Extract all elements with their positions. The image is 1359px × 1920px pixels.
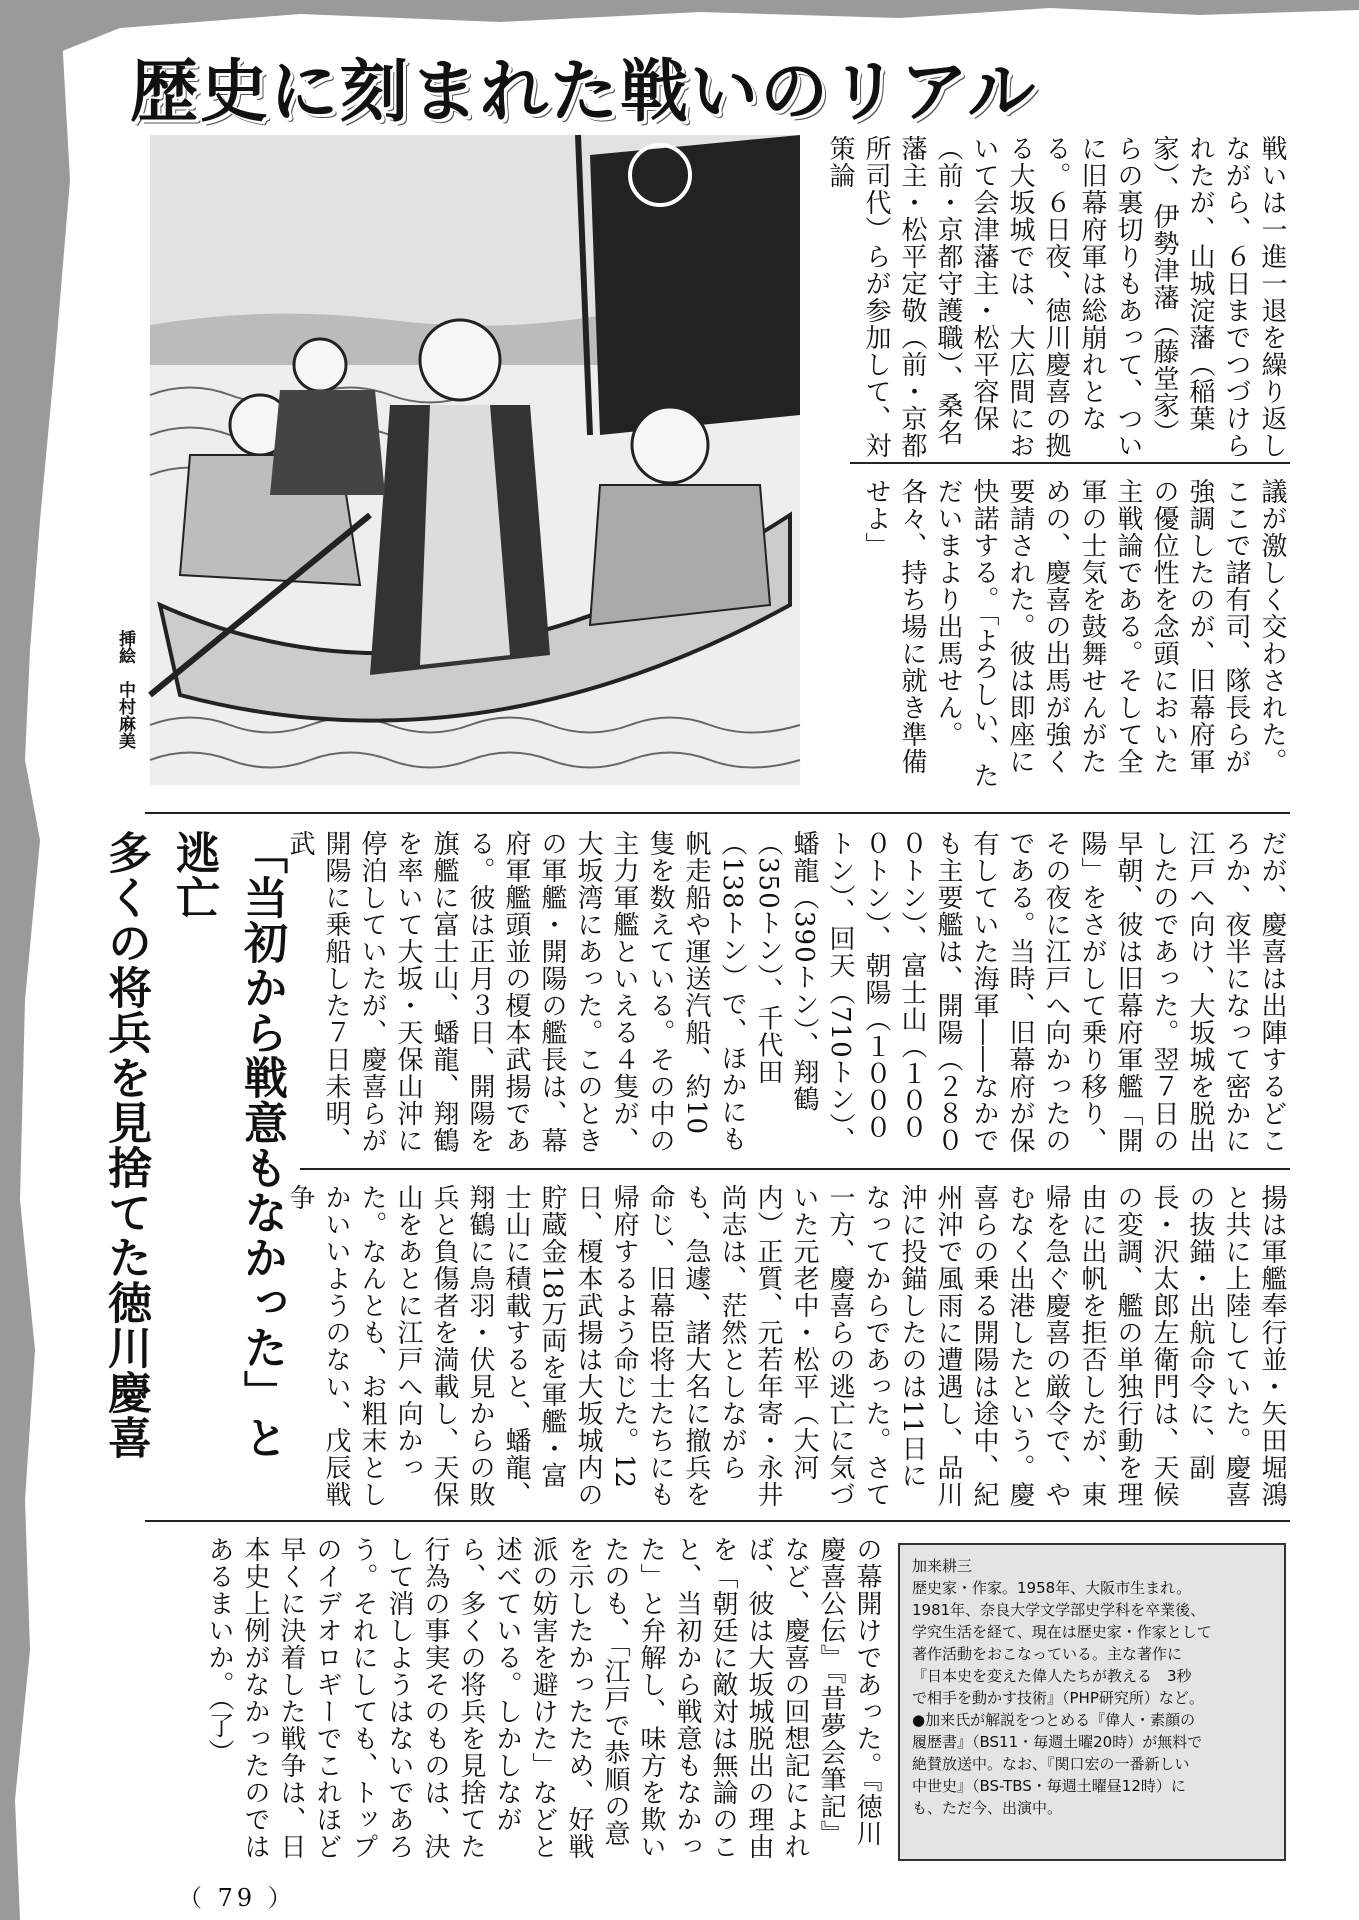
body-block-1 (825, 135, 1290, 460)
page-title: 歴史に刻まれた戦いのリアル (130, 53, 1038, 132)
bio-line: 履歴書』（BS11・毎週土曜20時）が無料で (912, 1733, 1203, 1751)
bio-line: 1981年、奈良大学文学部史学科を卒業後、 (912, 1601, 1206, 1619)
body-block-4 (285, 1184, 1290, 1514)
bio-line: ●加来氏が解説をつとめる『偉人・素顔の (912, 1711, 1196, 1729)
divider (300, 1168, 1290, 1170)
bio-line: 学究生活を経て、現在は歴史家・作家として (912, 1623, 1212, 1641)
boat-illustration (150, 135, 800, 785)
body-block-2 (845, 478, 1290, 798)
headline-line-1: 「当初から戦意もなかった」と逃亡 (168, 830, 287, 1460)
body-block-5 (145, 1536, 885, 1866)
section-headline (100, 830, 295, 1480)
bio-line: も、ただ今、出演中。 (912, 1799, 1063, 1817)
paragraph: 戦いは一進一退を繰り返しながら、６日までつづけられたが、山城淀藩（稲葉家）、伊勢津藩（藤堂家）らの裏切りもあって、ついに旧幕府軍は総崩れとなる。６日夜、徳川慶喜の拠る大坂城では、大広間において会津藩主・松平容保（前・京都守護職）、桑名藩主・松平定敬（前・京都所司代）らが参加して、対策論 (825, 135, 1287, 459)
bio-line: 歴史家・作家。1958年、大阪市生まれ。 (912, 1579, 1192, 1597)
author-bio-box (898, 1543, 1286, 1861)
bio-line: 加来耕三 (912, 1557, 973, 1575)
paragraph: 揚は軍艦奉行並・矢田堀鴻と共に上陸していた。慶喜の抜錨・出航命令に、副長・沢太郎左衛門は、天候の変調、艦の単独行動を理由に出帆を拒否したが、東帰を急ぐ慶喜の厳令で、やむなく出港したという。慶喜らの乗る開陽は途中、紀州沖で風雨に遭遇し、品川沖に投錨したのは11日になってからであった。さて一方、慶喜らの逃亡に気づいた元老中・松平（大河内）正質、元若年寄・永井尚志は、茫然としながらも、急遽、諸大名に撤兵を命じ、旧幕臣将士たちにも帰府するよう命じた。12日、榎本武揚は大坂城内の貯蔵金18万両を軍艦・富士山に積載すると、蟠龍、翔鶴に鳥羽・伏見からの敗兵と負傷者を満載し、天保山をあとに江戸へ向かった。なんとも、お粗末としかいいようのない、戊辰戦争 (285, 1184, 1287, 1508)
paragraph: だが、慶喜は出陣するどころか、夜半になって密かに江戸へ向け、大坂城を脱出したのであった。翌７日の早朝、彼は旧幕府軍艦「開陽」をさがして乗り移り、その夜に江戸へ向かったのである。当時、旧幕府が保有していた海軍――なかでも主要艦は、開陽（２８００トン）、富士山（１０００トン）、朝陽（１０００トン）、回天（710トン）、蟠龍（390トン）、翔鶴（350トン）、千代田（138トン）で、ほかにも帆走船や運送汽船、約10隻を数えている。その中の主力軍艦といえる４隻が、大坂湾にあった。このときの軍艦・開陽の艦長は、幕府軍艦頭並の榎本武揚である。彼は正月３日、開陽を旗艦に富士山、蟠龍、翔鶴を率いて大坂・天保山沖に停泊していたが、慶喜らが開陽に乗船した７日未明、武 (285, 830, 1287, 1154)
body-block-3 (285, 830, 1290, 1160)
divider (850, 462, 1290, 464)
page-number: （ 79 ） (178, 1884, 296, 1912)
paragraph: 議が激しく交わされた。ここで諸有司、隊長らが強調したのが、旧幕府軍の優位性を念頭においた主戦論である。そして全軍の士気を鼓舞せんがための、慶喜の出馬が強く要請された。彼は即座に快諾する。「よろしい、ただいまより出馬せん。各々、持ち場に就き準備せよ」 (861, 478, 1287, 789)
paragraph: の幕開けであった。『徳川慶喜公伝』『昔夢会筆記』など、慶喜の回想記によれば、彼は大坂城脱出の理由を「朝廷に敵対は無論のこと、当初から戦意もなかった」と弁解し、味方を欺いたのも、「江戸で恭順の意を示したかったため、好戦派の妨害を避けた」などと述べている。しかしながら、多くの将兵を見捨てた行為の事実そのものは、決して消しようはないであろう。それにしても、トップのイデオロギーでこれほど早くに決着した戦争は、日本史上例がなかったのではあるまいか。（了） (204, 1536, 882, 1860)
bio-line: 中世史』（BS-TBS・毎週土曜昼12時）に (912, 1777, 1186, 1795)
bio-line: 絶賛放送中。なお、『関口宏の一番新しい (912, 1755, 1190, 1773)
bio-line: で相手を動かす技術』（PHP研究所）など。 (912, 1689, 1204, 1707)
headline-line-2: 多くの将兵を見捨てた徳川慶喜 (100, 830, 151, 1460)
divider (145, 812, 1290, 814)
bio-line: 著作活動をおこなっている。主な著作に (912, 1645, 1183, 1663)
bio-line: 『日本史を変えた偉人たちが教える 3秒 (912, 1667, 1192, 1685)
divider (145, 1520, 1290, 1522)
illustration-credit: 挿絵 中村麻美 (115, 630, 135, 749)
